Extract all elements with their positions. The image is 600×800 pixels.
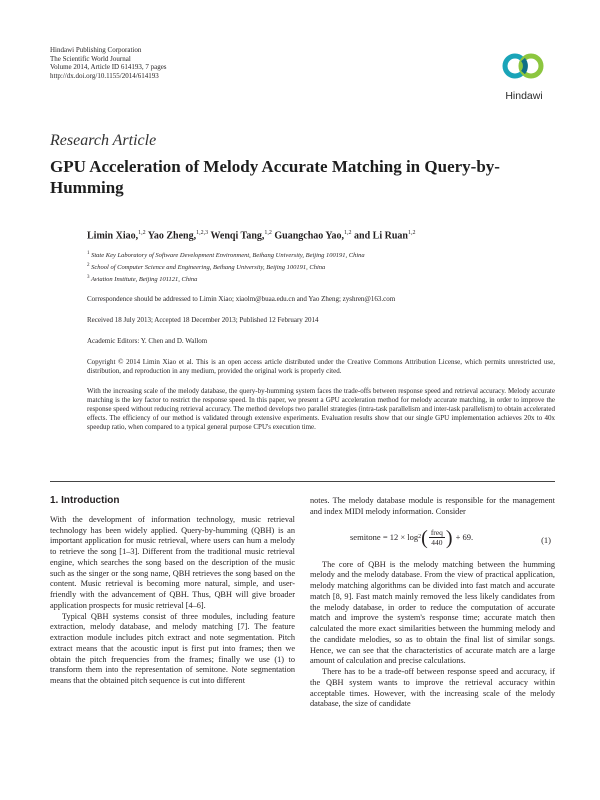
affiliation-list xyxy=(87,249,555,284)
author: and Li Ruan xyxy=(354,230,408,242)
body-paragraph: notes. The melody database module is responsible for the management and index MIDI melody information. Consider xyxy=(310,496,555,516)
affiliation-number: 2 xyxy=(87,262,90,268)
close-paren: ) xyxy=(445,526,453,549)
section-heading: 1. Introduction xyxy=(50,495,120,506)
affiliation xyxy=(87,273,555,285)
copyright-notice: Copyright © 2014 Limin Xiao et al. This is an open access article distributed under the Creative Commons Attribution License, which permits unrestricted use, distribution, and reproduction in any medium, provided the original work is properly cited. xyxy=(87,358,555,376)
fraction-denominator: 440 xyxy=(431,538,443,547)
author: Limin Xiao, xyxy=(87,230,139,242)
affiliation-text: Aviation Institute, Beijing 101121, China xyxy=(91,275,198,283)
author-affiliation-mark: 1,2 xyxy=(344,230,352,236)
equation-1 xyxy=(310,526,555,552)
correspondence: Correspondence should be addressed to Limin Xiao; xiaolm@buaa.edu.cn and Yao Zheng; zyshren@163.com xyxy=(87,295,396,304)
log-base: 2 xyxy=(418,534,422,541)
author: Guangchao Yao, xyxy=(274,230,345,242)
front-matter xyxy=(87,230,555,432)
publication-dates: Received 18 July 2013; Accepted 18 December 2013; Published 12 February 2014 xyxy=(87,316,319,325)
body-paragraph: Typical QBH systems consist of three modules, including feature extraction, melody database, and melody matching [7]. The feature extraction module includes pitch extract and note segmentation. Pitch extract means that the acoustic input is first put into frames; then we obtain the pitch frequencies from the frames; finally we use (1) to transform them into the representation of semitone. Note segmentation means that the obtained pitch sequence is cut into different xyxy=(50,611,295,685)
author-affiliation-mark: 1,2 xyxy=(407,230,416,236)
author-affiliation-mark: 1,2,3 xyxy=(196,230,209,236)
author-affiliation-mark: 1,2 xyxy=(264,230,272,236)
volume-line: Volume 2014, Article ID 614193, 7 pages xyxy=(50,63,167,72)
section-divider xyxy=(50,481,555,482)
article-title: GPU Acceleration of Melody Accurate Matching in Query-by-Humming xyxy=(50,157,500,197)
affiliation-number: 3 xyxy=(87,274,90,280)
body-column-right xyxy=(310,496,555,710)
equation-number: (1) xyxy=(541,534,551,545)
affiliation-text: School of Computer Science and Engineering, Beihang University, Beijing 100191, China xyxy=(91,264,326,272)
article-type: Research Article xyxy=(50,132,157,149)
fraction-numerator: freq xyxy=(430,528,443,537)
logo-ring-overlap xyxy=(523,60,525,73)
author-affiliation-mark: 1,2 xyxy=(138,230,146,236)
publisher-name: Hindawi Publishing Corporation xyxy=(50,46,142,54)
equation-rhs: + 69. xyxy=(455,532,474,543)
journal-header xyxy=(50,46,167,80)
doi-link[interactable]: http://dx.doi.org/10.1155/2014/614193 xyxy=(50,71,159,80)
author-list xyxy=(87,230,555,241)
equation-lhs: semitone = 12 × log xyxy=(350,532,419,543)
author: Wenqi Tang, xyxy=(210,230,265,242)
fraction xyxy=(429,528,445,547)
body-paragraph: There has to be a trade-off between response speed and accuracy, if the QBH system wants to improve the retrieval accuracy within acceptable times. However, with the increasing scale of the melody database, the size of candidate xyxy=(310,667,555,709)
academic-editors: Academic Editors: Y. Chen and D. Wallom xyxy=(87,337,208,346)
affiliation xyxy=(87,261,555,273)
author: Yao Zheng, xyxy=(147,230,197,242)
affiliation xyxy=(87,249,555,261)
journal-name: The Scientific World Journal xyxy=(50,54,131,63)
open-paren: ( xyxy=(421,526,428,549)
affiliation-text: State Key Laboratory of Software Development Environment, Beihang University, Beijing 100191, China xyxy=(91,252,365,260)
body-paragraph: The core of QBH is the melody matching between the humming melody and the melody database. From the view of practical application, melody matching algorithms can be divided into fast match and accurate match [8, 9]. Fast match mainly removed the less likely candidates from the melody database, in order to reduce the computation of accurate match and improve the system's response time; accurate match then calculated the more exact similarities between the humming melody and the candidate melodies, so as to obtain the final list of similar songs. Hence, we can see that the characteristics of accurate match are a large amount of calculation and precise calculations. xyxy=(310,559,555,666)
abstract: With the increasing scale of the melody database, the query-by-humming system faces the trade-offs between response speed and retrieval accuracy. Melody accurate matching is the key factor to restrict the response speed. In this paper, we present a GPU acceleration method for melody accurate matching, in order to improve the response speed without reducing retrieval accuracy. The method develops two parallel strategies (intra-task parallelism and inter-task parallelism) to obtain accelerated effects. The efficiency of our method is validated through extensive experiments. Evaluation results show that our single GPU implementation achieves 20x to 40x speedup ratio, when compared to a typical general purpose CPU's execution time. xyxy=(87,387,555,432)
affiliation-number: 1 xyxy=(87,251,90,257)
logo-wordmark: Hindawi xyxy=(505,90,543,102)
equation-body xyxy=(350,528,473,548)
body-paragraph: With the development of information technology, music retrieval technology has been widely applied. Query-by-humming (QBH) is an important application for music retrieval, where users can hum a melody to retrieve the song [1–3]. Different from the traditional music retrieval engine, which searches the song based on the description of the music such as the singer or the song name, QBH retrieves the song based on the content. Music retrieval is becoming more natural, simple, and user-friendly with the advancement of QBH. Thus, QBH will give broader application prospects for music retrieval [4–6]. xyxy=(50,514,295,610)
body-column-left xyxy=(50,496,295,687)
